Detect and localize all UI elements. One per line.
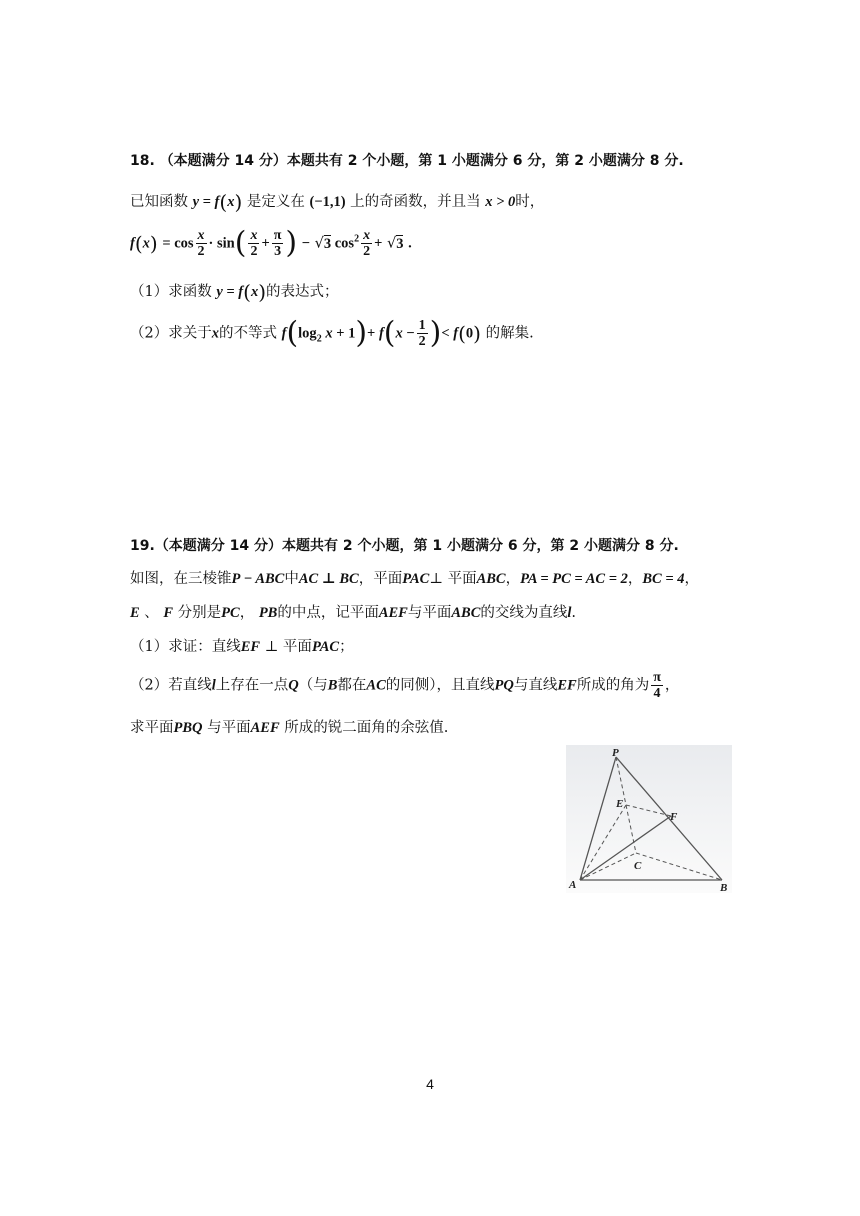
q18-intro-b: 是定义在: [246, 194, 305, 210]
q19-l1-g: ⊥ 平面: [429, 571, 477, 587]
q19-l2-m: l: [567, 605, 572, 621]
q19-l1-h: ABC: [476, 571, 506, 587]
label-A: A: [569, 879, 577, 891]
q19-l2-j: 与平面: [407, 605, 452, 621]
q19-p1-e: ；: [339, 639, 354, 655]
label-F: F: [670, 811, 678, 823]
q18-intro-a: 已知函数: [130, 194, 188, 210]
q19-p2-k: 与直线: [513, 677, 558, 694]
label-C: C: [634, 860, 642, 872]
q18-part2-mid: 的不等式: [218, 325, 277, 342]
q19-l1-k: ，: [627, 571, 643, 587]
label-P: P: [612, 747, 619, 759]
q19-l2-h: 的中点，记平面: [277, 605, 379, 621]
label-E: E: [616, 798, 624, 810]
q19-l2-l: 的交线为直线: [480, 605, 568, 621]
q19-l1-m: ，: [684, 571, 699, 587]
q18-intro-c: 上的奇函数，并且当: [350, 194, 481, 210]
q19-l2-g: PB: [258, 605, 278, 621]
q19-part2: （2）若直线l上存在一点Q（与B都在AC的同侧），且直线PQ与直线EF所成的角为 $\frac{\pi}{4}$ ，: [130, 670, 680, 701]
q19-p2-i: 的同侧），且直线: [385, 677, 495, 694]
q19-p1-c: ⊥ 平面: [264, 639, 312, 655]
q19-p2-l: EF: [557, 677, 577, 694]
q19-l2-k: ABC: [451, 605, 481, 621]
q18-formula: f(x) = cos $\frac{x}{2}$ · sin( $\frac{x}{2}$ + $\frac{\pi}{3}$ ) − √3 $\cos^2$ $\frac{x}{2}$ + √3 .: [130, 225, 412, 261]
q18-part2-prefix: （2）求关于: [130, 325, 212, 342]
q19-l2-i: AEF: [378, 605, 408, 621]
q18-intro-d: 时，: [515, 194, 545, 210]
q19-l1-f: PAC: [402, 571, 430, 587]
q19-l2-c: F: [163, 605, 174, 621]
q19-l2-e: PC: [221, 605, 240, 621]
q19-p1-b: EF: [240, 639, 261, 655]
q18-part1: （1）求函数 y = f(x)的表达式；: [130, 280, 339, 304]
q19-last-d: AEF: [250, 720, 280, 736]
q19-p1-d: PAC: [311, 639, 340, 655]
q19-p1-a: （1）求证：直线: [130, 639, 241, 655]
q19-p2-j: PQ: [494, 677, 514, 694]
q19-p2-c: 上存在一点: [215, 677, 289, 694]
q19-last-b: PBQ: [173, 720, 203, 736]
q19-p2-f: B: [327, 677, 338, 694]
q19-l1-e: ，平面: [358, 571, 403, 587]
q19-l1-d: AC ⊥ BC: [298, 571, 359, 587]
q19-l1-b: P − ABC: [231, 571, 285, 587]
label-B: B: [720, 882, 728, 893]
q19-l1-l: BC = 4: [642, 571, 685, 587]
q18-part2-var: x: [211, 325, 219, 342]
q19-p2-a: （2）若直线: [130, 677, 212, 694]
q19-line1: [130, 567, 699, 588]
pyramid-figure: [566, 745, 732, 893]
q18-part1-suffix: 的表达式；: [266, 284, 339, 300]
q19-l1-i: ，: [505, 571, 521, 587]
q19-last-c: 与平面: [207, 720, 251, 736]
q18-func-y: y = f: [192, 194, 220, 210]
q19-p2-m: 所成的角为: [576, 677, 650, 694]
figure-background: [566, 745, 732, 893]
q19-last-line: [130, 716, 448, 737]
q19-line2: [130, 601, 576, 622]
q19-p2-b: l: [211, 677, 216, 694]
q19-p2-d: Q: [288, 677, 299, 694]
q19-header: 19.（本题满分 14 分）本题共有 2 个小题，第 1 小题满分 6 分，第 2 小题满分 8 分.: [130, 538, 679, 554]
q18-header: 18. （本题满分 14 分）本题共有 2 个小题，第 1 小题满分 6 分，第 2 小题满分 8 分.: [130, 153, 684, 169]
q19-p2-e: （与: [298, 677, 328, 694]
q19-l2-d: 分别是: [177, 605, 222, 621]
q18-part2: （2）求关于x的不等式 $f(\log_2$ x + 1)+ f(x − $\frac{1}{2}$ )< f(0) 的解集.: [130, 315, 534, 351]
q19-p2-n: ，: [664, 677, 680, 694]
q19-last-a: 求平面: [130, 720, 174, 736]
q19-l1-c: 中: [284, 571, 299, 587]
q19-last-e: 所成的锐二面角的余弦值.: [284, 720, 449, 736]
q19-l1-j: PA = PC = AC = 2: [520, 571, 628, 587]
q18-cond: x > 0: [485, 194, 516, 210]
q19-p2-h: AC: [366, 677, 386, 694]
q19-l2-b: 、: [144, 605, 159, 621]
page-number: 4: [426, 1076, 434, 1092]
q18-part1-prefix: （1）求函数: [130, 284, 212, 300]
q19-l2-n: .: [571, 605, 577, 621]
q19-part1: [130, 635, 354, 656]
q19-l2-a: E: [130, 605, 140, 621]
q18-intro: 已知函数 y = f(x) 是定义在 (−1,1) 上的奇函数，并且当 x > 0时，: [130, 190, 545, 214]
q18-interval: (−1,1): [309, 194, 346, 210]
q19-p2-g: 都在: [337, 677, 367, 694]
q18-part2-suffix: 的解集.: [485, 325, 534, 342]
q19-l2-f: ，: [239, 605, 255, 621]
q19-l1-a: 如图，在三棱锥: [130, 571, 232, 587]
